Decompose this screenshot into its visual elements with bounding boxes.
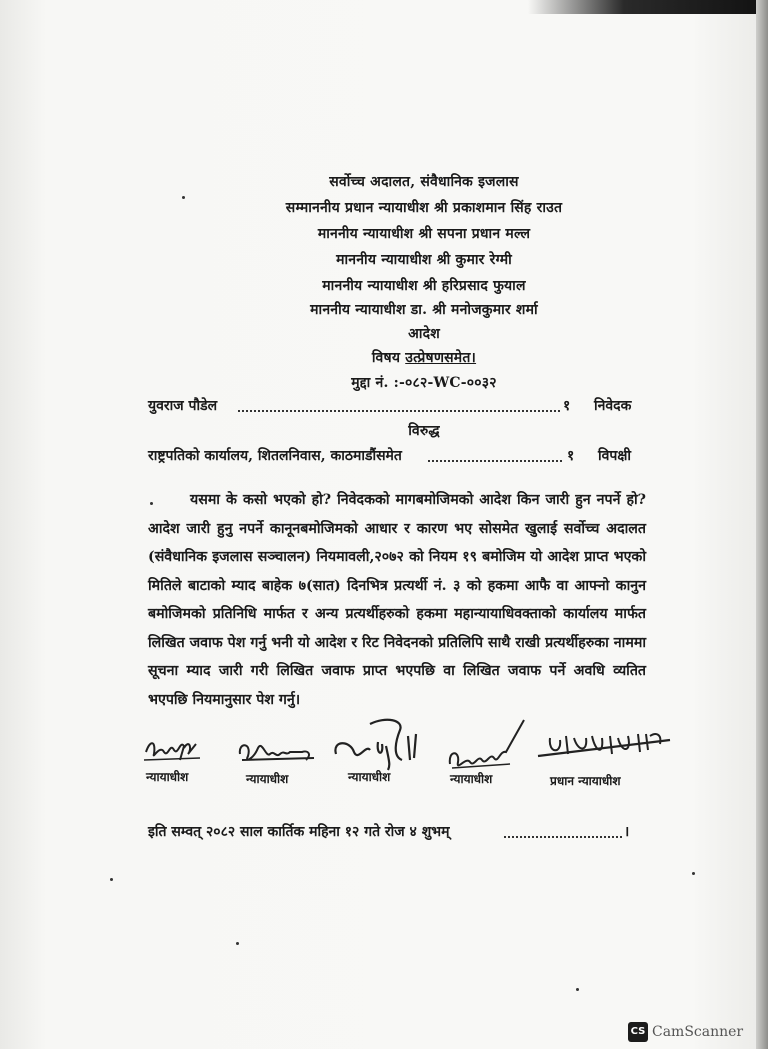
petitioner-dots (238, 410, 560, 412)
date-line: इति सम्वत् २०८२ साल कार्तिक महिना १२ गते रोज ४ शुभम् (148, 824, 450, 840)
signature-4-mark (440, 716, 530, 776)
respondent-role: विपक्षी (598, 448, 632, 464)
date-end-mark: । (624, 824, 630, 840)
signature-5-label: प्रधान न्यायाधीश (550, 774, 621, 788)
signature-5-mark (530, 726, 680, 772)
signature-1-label: न्यायाधीश (146, 770, 189, 784)
respondent-name: राष्ट्रपतिको कार्यालय, शितलनिवास, काठमाडौंसमेत (148, 448, 402, 464)
date-dots (504, 836, 622, 838)
signature-1-mark (140, 730, 210, 766)
order-paragraph: यसमा के कसो भएको हो? निवेदकको मागबमोजिमको आदेश किन जारी हुन नपर्ने हो? आदेश जारी हुनु नपर्ने कानूनबमोजिमको आधार र कारण भए सोसमेत खुलाई सर्वोच्च अदालत (संवैधानिक इजलास सञ्चालन) नियमावली,२०७२ को नियम १९ बमोजिम यो आदेश प्राप्त भएको मितिले बाटाको म्याद बाहेक ७(सात) दिनभित्र प्रत्यर्थी नं. ३ को हकमा आफै वा आफ्नो कानुन बमोजिमको प्रतिनिधि मार्फत र अन्य प्रत्यर्थीहरुको हकमा महान्यायाधिवक्ताको कार्यालय मार्फत लिखित जवाफ पेश गर्नु भनी यो आदेश र रिट निवेदनको प्रतिलिपि साथै राखी प्रत्यर्थीहरुका नाममा सूचना म्याद जारी गरी लिखित जवाफ प्राप्त भएपछि वा लिखित जवाफ पर्ने अवधि व्यतित भएपछि नियमानुसार पेश गर्नु। (148, 492, 646, 708)
respondent-count: १ (567, 448, 575, 464)
versus-label: विरुद्ध (408, 423, 440, 439)
court-name: सर्वोच्च अदालत, संवैधानिक इजलास (329, 174, 519, 190)
camscanner-watermark: CamScanner (652, 1024, 744, 1040)
petitioner-name: युवराज पौडेल (148, 398, 218, 414)
scan-edge-right (756, 0, 768, 1049)
scan-speck (692, 872, 695, 875)
order-body (148, 486, 646, 714)
justice-line-1: माननीय न्यायाधीश श्री सपना प्रधान मल्ल (317, 226, 531, 242)
signature-2-label: न्यायाधीश (246, 772, 289, 786)
subject-prefix: विषय (371, 350, 401, 366)
signature-4 (440, 716, 530, 776)
signature-2 (232, 734, 322, 770)
signature-3-mark (330, 716, 430, 772)
signature-4-label: न्यायाधीश (450, 772, 493, 786)
scan-speck (182, 196, 185, 199)
scan-edge-shadow (528, 0, 768, 14)
signature-5 (530, 726, 680, 772)
case-number: मुद्दा नं. :-०८२-WC-००३२ (351, 375, 497, 391)
justice-line-2: माननीय न्यायाधीश श्री कुमार रेग्मी (336, 252, 512, 268)
respondent-dots (428, 460, 562, 462)
petitioner-role: निवेदक (594, 398, 632, 414)
signature-3-label: न्यायाधीश (348, 770, 391, 784)
scan-speck (576, 988, 579, 991)
signature-2-mark (232, 734, 322, 770)
subject-value: उत्प्रेषणसमेत। (405, 350, 477, 366)
camscanner-logo: CS (628, 1022, 648, 1042)
justice-line-4: माननीय न्यायाधीश डा. श्री मनोजकुमार शर्मा (310, 302, 538, 318)
petitioner-count: १ (563, 398, 571, 414)
order-title: आदेश (408, 326, 440, 342)
scan-speck (150, 502, 153, 505)
justice-line-3: माननीय न्यायाधीश श्री हरिप्रसाद फुयाल (322, 278, 526, 294)
signature-1 (140, 730, 210, 766)
subject-line (0, 348, 768, 367)
scan-speck (110, 878, 113, 881)
signature-3 (330, 716, 430, 772)
scan-speck (236, 942, 239, 945)
chief-justice-line: सम्माननीय प्रधान न्यायाधीश श्री प्रकाशमान सिंह राउत (285, 200, 563, 216)
